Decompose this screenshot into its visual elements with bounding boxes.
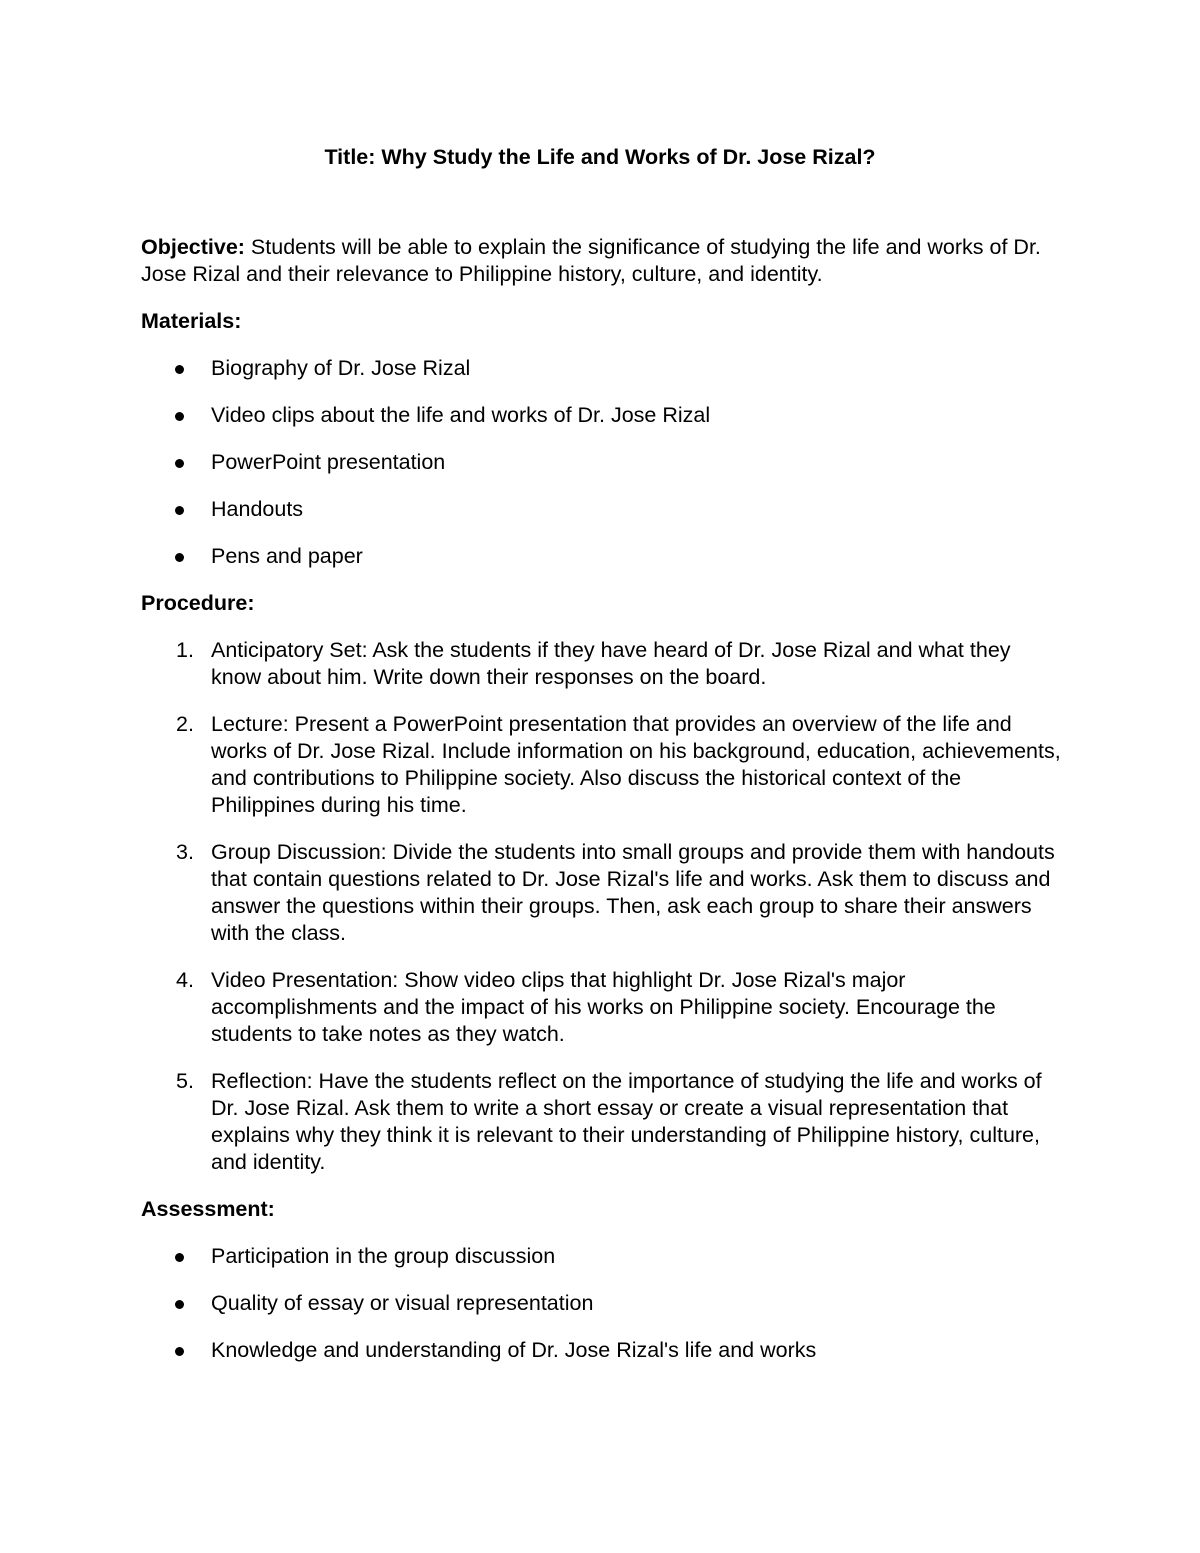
bullet-icon: [175, 1253, 184, 1262]
step-number: 5.: [176, 1069, 194, 1093]
assessment-list: [141, 1243, 1061, 1364]
document-body: [141, 234, 1061, 1384]
bullet-icon: [175, 1347, 184, 1356]
list-item: [141, 402, 1061, 429]
materials-heading: Materials:: [141, 309, 242, 333]
step-text: Video Presentation: Show video clips that highlight Dr. Jose Rizal's major accomplishments and the impact of his works on Philippine society. Encourage the students to take notes as they watch.: [211, 968, 996, 1046]
list-item-text: Biography of Dr. Jose Rizal: [211, 356, 471, 380]
list-item: [141, 1243, 1061, 1270]
list-item: [141, 543, 1061, 570]
procedure-step: [141, 967, 1061, 1048]
step-number: 1.: [176, 638, 194, 662]
objective-label: Objective:: [141, 235, 245, 259]
bullet-icon: [175, 365, 184, 374]
step-number: 2.: [176, 712, 194, 736]
step-text: Lecture: Present a PowerPoint presentation that provides an overview of the life and works of Dr. Jose Rizal. Include information on his background, education, achievements, and contributions to Philippine society. Also discuss the historical context of the Philippines during his time.: [211, 712, 1061, 817]
procedure-step: [141, 637, 1061, 691]
list-item-text: Handouts: [211, 497, 304, 521]
list-item: [141, 1290, 1061, 1317]
procedure-step: [141, 711, 1061, 819]
procedure-list: [141, 637, 1061, 1176]
list-item-text: Video clips about the life and works of Dr. Jose Rizal: [211, 403, 711, 427]
procedure-heading: Procedure:: [141, 591, 255, 615]
step-number: 3.: [176, 840, 194, 864]
step-text: Group Discussion: Divide the students into small groups and provide them with handouts that contain questions related to Dr. Jose Rizal's life and works. Ask them to discuss and answer the questions within their groups. Then, ask each group to share their answers with the class.: [211, 840, 1055, 945]
list-item-text: Participation in the group discussion: [211, 1244, 556, 1268]
list-item: [141, 1337, 1061, 1364]
list-item: [141, 496, 1061, 523]
objective-paragraph: [141, 234, 1061, 288]
bullet-icon: [175, 506, 184, 515]
step-text: Anticipatory Set: Ask the students if they have heard of Dr. Jose Rizal and what they know about him. Write down their responses on the board.: [211, 638, 1011, 689]
page-title: Title: Why Study the Life and Works of Dr. Jose Rizal?: [324, 145, 876, 169]
list-item-text: Pens and paper: [211, 544, 363, 568]
objective-text: Students will be able to explain the significance of studying the life and works of Dr. Jose Rizal and their relevance to Philippine history, culture, and identity.: [141, 235, 1041, 286]
procedure-step: [141, 839, 1061, 947]
procedure-step: [141, 1068, 1061, 1176]
bullet-icon: [175, 553, 184, 562]
bullet-icon: [175, 1300, 184, 1309]
step-number: 4.: [176, 968, 194, 992]
list-item-text: Knowledge and understanding of Dr. Jose Rizal's life and works: [211, 1338, 817, 1362]
list-item: [141, 449, 1061, 476]
bullet-icon: [175, 412, 184, 421]
list-item-text: PowerPoint presentation: [211, 450, 446, 474]
materials-list: [141, 355, 1061, 570]
list-item: [141, 355, 1061, 382]
bullet-icon: [175, 459, 184, 468]
list-item-text: Quality of essay or visual representation: [211, 1291, 594, 1315]
assessment-heading: Assessment:: [141, 1197, 275, 1221]
step-text: Reflection: Have the students reflect on the importance of studying the life and works of Dr. Jose Rizal. Ask them to write a short essay or create a visual representation that explains why they think it is relevant to their understanding of Philippine history, culture, and identity.: [211, 1069, 1042, 1174]
